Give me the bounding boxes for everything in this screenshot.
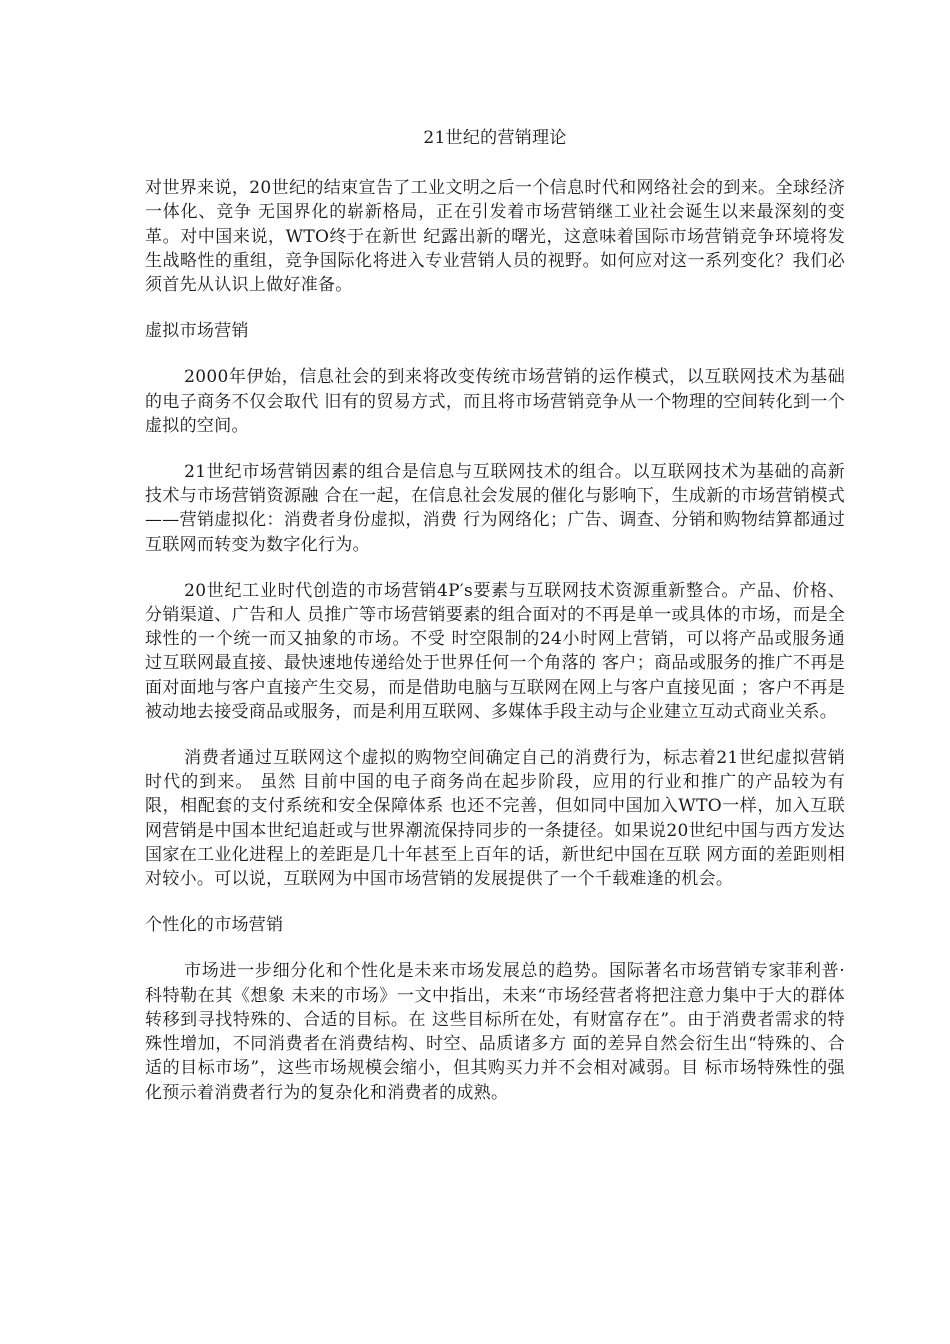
paragraph: 20世纪工业时代创造的市场营销4P′s要素与互联网技术资源重新整合。产品、价格、分销渠道、广告和人 员推广等市场营销要素的组合面对的不再是单一或具体的市场，而是全球性的一个统一而又抽象的市场。不受 时空限制的24小时网上营销，可以将产品或服务通过互联网最直接、最快速地传递给处于世界任何一个角落的 客户；商品或服务的推广不再是面对面地与客户直接产生交易，而是借助电脑与互联网在网上与客户直接见面 ；客户不再是被动地去接受商品或服务，而是利用互联网、多媒体手段主动与企业建立互动式商业关系。: [145, 580, 845, 722]
document-title: 21世纪的营销理论: [423, 128, 567, 148]
paragraph: 市场进一步细分化和个性化是未来市场发展总的趋势。国际著名市场营销专家菲利普·科特勒在其《想象 未来的市场》一文中指出，未来“市场经营者将把注意力集中于大的群体转移到寻找特殊的、合适的目标。在 这些目标所在处，有财富存在”。由于消费者需求的特殊性增加，不同消费者在消费结构、时空、品质诸多方 面的差异自然会衍生出“特殊的、合适的目标市场”，这些市场规模会缩小，但其购买力并不会相对减弱。目 标市场特殊性的强化预示着消费者行为的复杂化和消费者的成熟。: [145, 961, 845, 1103]
section-heading-virtual-marketing: 虚拟市场营销: [145, 321, 249, 342]
document-body: [145, 126, 845, 1127]
paragraph: 2000年伊始，信息社会的到来将改变传统市场营销的运作模式，以互联网技术为基础的电子商务不仅会取代 旧有的贸易方式，而且将市场营销竞争从一个物理的空间转化到一个虚拟的空间。: [145, 367, 845, 436]
intro-paragraph: 对世界来说，20世纪的结束宣告了工业文明之后一个信息时代和网络社会的到来。全球经济一体化、竞争 无国界化的崭新格局，正在引发着市场营销继工业社会诞生以来最深刻的变革。对中国来说，WTO终于在新世 纪露出新的曙光，这意味着国际市场营销竞争环境将发生战略性的重组，竞争国际化将进入专业营销人员的视野。如何应对这一系列变化？我们必须首先从认识上做好准备。: [145, 178, 845, 296]
section-heading-personalized-marketing: 个性化的市场营销: [145, 915, 284, 936]
paragraph: 21世纪市场营销因素的组合是信息与互联网技术的组合。以互联网技术为基础的高新技术与市场营销资源融 合在一起，在信息社会发展的催化与影响下，生成新的市场营销模式——营销虚拟化：消费者身份虚拟，消费 行为网络化；广告、调查、分销和购物结算都通过互联网而转变为数字化行为。: [145, 462, 845, 555]
paragraph: 消费者通过互联网这个虚拟的购物空间确定自己的消费行为，标志着21世纪虚拟营销时代的到来。 虽然 目前中国的电子商务尚在起步阶段，应用的行业和推广的产品较为有限，相配套的支付系统和安全保障体系 也还不完善，但如同中国加入WTO一样，加入互联网营销是中国本世纪追赶或与世界潮流保持同步的一条捷径。如果说20世纪中国与西方发达国家在工业化进程上的差距是几十年甚至上百年的话，新世纪中国在互联 网方面的差距则相对较小。可以说，互联网为中国市场营销的发展提供了一个千载难逢的机会。: [145, 748, 845, 890]
